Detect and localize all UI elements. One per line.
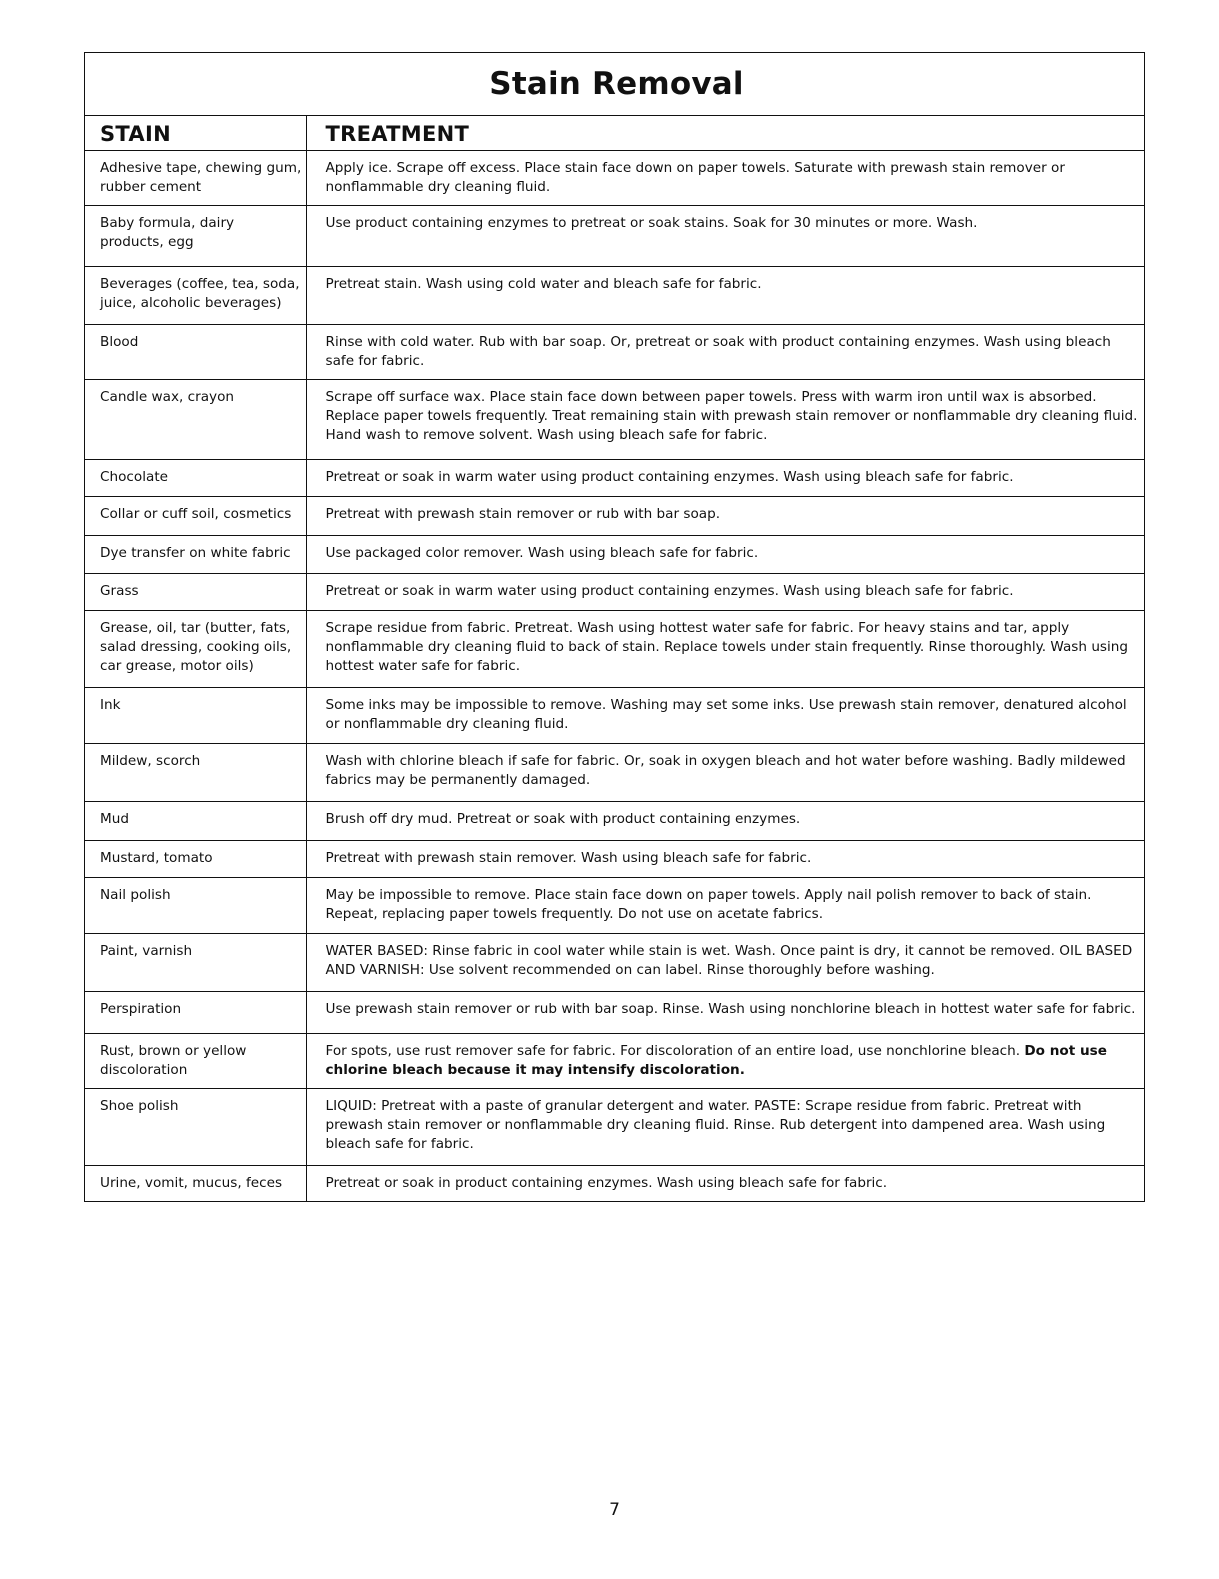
treatment-text: Brush off dry mud. Pretreat or soak with product containing enzymes. — [325, 811, 801, 827]
treatment-text: Pretreat stain. Wash using cold water and bleach safe for fabric. — [325, 276, 762, 292]
treatment-text: Use prewash stain remover or rub with bar soap. Rinse. Wash using nonchlorine bleach in hottest water safe for fabric. — [325, 1001, 1136, 1017]
table-row — [85, 1166, 1144, 1202]
treatment-text: Pretreat or soak in product containing enzymes. Wash using bleach safe for fabric. — [325, 1175, 888, 1191]
table-row — [85, 878, 1144, 934]
stain-cell: Baby formula, dairy products, egg — [85, 206, 306, 267]
stain-cell: Nail polish — [85, 878, 306, 934]
table-row — [85, 151, 1144, 206]
table-row — [85, 841, 1144, 878]
table-row — [85, 206, 1144, 267]
stain-cell: Collar or cuff soil, cosmetics — [85, 497, 306, 536]
stain-cell: Mustard, tomato — [85, 841, 306, 878]
treatment-text: Wash with chlorine bleach if safe for fabric. Or, soak in oxygen bleach and hot water before washing. Badly mildewed fabrics may be permanently damaged. — [325, 753, 1126, 788]
treatment-cell — [306, 1166, 1144, 1202]
table-row — [85, 497, 1144, 536]
treatment-cell — [306, 536, 1144, 574]
stain-cell: Ink — [85, 688, 306, 744]
treatment-text: Pretreat with prewash stain remover. Wash using bleach safe for fabric. — [325, 850, 812, 866]
table-row — [85, 934, 1144, 992]
treatment-cell — [306, 934, 1144, 992]
table-row — [85, 992, 1144, 1034]
table-row — [85, 688, 1144, 744]
stain-column-header: STAIN — [85, 116, 306, 151]
stain-cell: Mildew, scorch — [85, 744, 306, 802]
table-row — [85, 460, 1144, 497]
stain-cell: Grease, oil, tar (butter, fats, salad dressing, cooking oils, car grease, motor oils) — [85, 611, 306, 688]
treatment-cell — [306, 497, 1144, 536]
treatment-warning-text: Do not use chlorine bleach because it may intensify discoloration. — [325, 1043, 1107, 1078]
treatment-cell — [306, 151, 1144, 206]
stain-cell: Perspiration — [85, 992, 306, 1034]
treatment-cell — [306, 1089, 1144, 1166]
treatment-text: Scrape residue from fabric. Pretreat. Wash using hottest water safe for fabric. For heavy stains and tar, apply nonflammable dry cleaning fluid to back of stain. Replace towels under stain frequently. Rinse thoroughly. Wash using hottest water safe for fabric. — [325, 620, 1129, 674]
stain-cell: Candle wax, crayon — [85, 380, 306, 460]
table-row — [85, 611, 1144, 688]
table-row — [85, 1034, 1144, 1089]
treatment-cell — [306, 206, 1144, 267]
stain-cell: Grass — [85, 574, 306, 611]
treatment-cell — [306, 380, 1144, 460]
page-number: 7 — [609, 1500, 620, 1520]
treatment-text: Scrape off surface wax. Place stain face down between paper towels. Press with warm iron until wax is absorbed. Replace paper towels frequently. Treat remaining stain with prewash stain remover or nonflammable dry cleaning fluid. Hand wash to remove solvent. Wash using bleach safe for fabric. — [325, 389, 1138, 443]
treatment-text: Some inks may be impossible to remove. Washing may set some inks. Use prewash stain remover, denatured alcohol or nonflammable dry cleaning fluid. — [325, 697, 1127, 732]
stain-cell: Urine, vomit, mucus, feces — [85, 1166, 306, 1202]
table-row — [85, 325, 1144, 380]
treatment-text: For spots, use rust remover safe for fabric. For discoloration of an entire load, use nonchlorine bleach. — [325, 1043, 1025, 1059]
treatment-text: Use packaged color remover. Wash using bleach safe for fabric. — [325, 545, 759, 561]
stain-cell: Shoe polish — [85, 1089, 306, 1166]
stain-cell: Paint, varnish — [85, 934, 306, 992]
treatment-cell — [306, 841, 1144, 878]
stain-table — [85, 116, 1144, 1201]
stain-cell: Adhesive tape, chewing gum, rubber cement — [100, 160, 302, 195]
treatment-cell — [306, 267, 1144, 325]
treatment-text: WATER BASED: Rinse fabric in cool water while stain is wet. Wash. Once paint is dry, it cannot be removed. OIL BASED AND VARNISH: Use solvent recommended on can label. Rinse thoroughly before washing. — [325, 943, 1133, 978]
treatment-text: Use product containing enzymes to pretreat or soak stains. Soak for 30 minutes or more. Wash. — [325, 215, 978, 231]
treatment-text: Pretreat or soak in warm water using product containing enzymes. Wash using bleach safe for fabric. — [325, 583, 1014, 599]
title-row — [85, 53, 1144, 116]
table-row — [85, 574, 1144, 611]
stain-cell: Mud — [85, 802, 306, 841]
treatment-cell — [306, 574, 1144, 611]
stain-cell: Dye transfer on white fabric — [85, 536, 306, 574]
table-row — [85, 802, 1144, 841]
treatment-text: Pretreat with prewash stain remover or rub with bar soap. — [325, 506, 721, 522]
treatment-cell — [306, 744, 1144, 802]
table-row — [85, 744, 1144, 802]
table-header-row — [85, 116, 1144, 151]
treatment-cell — [306, 1034, 1144, 1089]
table-row — [85, 1089, 1144, 1166]
treatment-cell — [306, 878, 1144, 934]
stain-cell: Beverages (coffee, tea, soda, juice, alcoholic beverages) — [85, 267, 306, 325]
table-row — [85, 380, 1144, 460]
treatment-cell — [306, 992, 1144, 1034]
treatment-cell — [306, 611, 1144, 688]
treatment-column-header: TREATMENT — [306, 116, 1144, 151]
treatment-text: Pretreat or soak in warm water using product containing enzymes. Wash using bleach safe for fabric. — [325, 469, 1014, 485]
stain-cell: Rust, brown or yellow discoloration — [85, 1034, 306, 1089]
treatment-text: LIQUID: Pretreat with a paste of granular detergent and water. PASTE: Scrape residue from fabric. Pretreat with prewash stain remover or nonflammable dry cleaning fluid. Rinse. Rub detergent into dampened area. Wash using bleach safe for fabric. — [325, 1098, 1106, 1152]
treatment-cell — [306, 802, 1144, 841]
treatment-cell — [306, 325, 1144, 380]
page-title: Stain Removal — [489, 66, 744, 102]
table-body — [85, 151, 1144, 1202]
treatment-text: May be impossible to remove. Place stain face down on paper towels. Apply nail polish remover to back of stain. Repeat, replacing paper towels frequently. Do not use on acetate fabrics. — [325, 887, 1092, 922]
table-row — [85, 536, 1144, 574]
treatment-text: Apply ice. Scrape off excess. Place stain face down on paper towels. Saturate with prewash stain remover or nonflammable dry cleaning fluid. — [325, 160, 1065, 195]
stain-cell: Blood — [85, 325, 306, 380]
treatment-cell — [306, 460, 1144, 497]
treatment-text: Rinse with cold water. Rub with bar soap. Or, pretreat or soak with product containing enzymes. Wash using bleach safe for fabric. — [325, 334, 1111, 369]
stain-cell: Chocolate — [85, 460, 306, 497]
table-row — [85, 267, 1144, 325]
treatment-cell — [306, 688, 1144, 744]
stain-removal-table-frame — [84, 52, 1145, 1202]
